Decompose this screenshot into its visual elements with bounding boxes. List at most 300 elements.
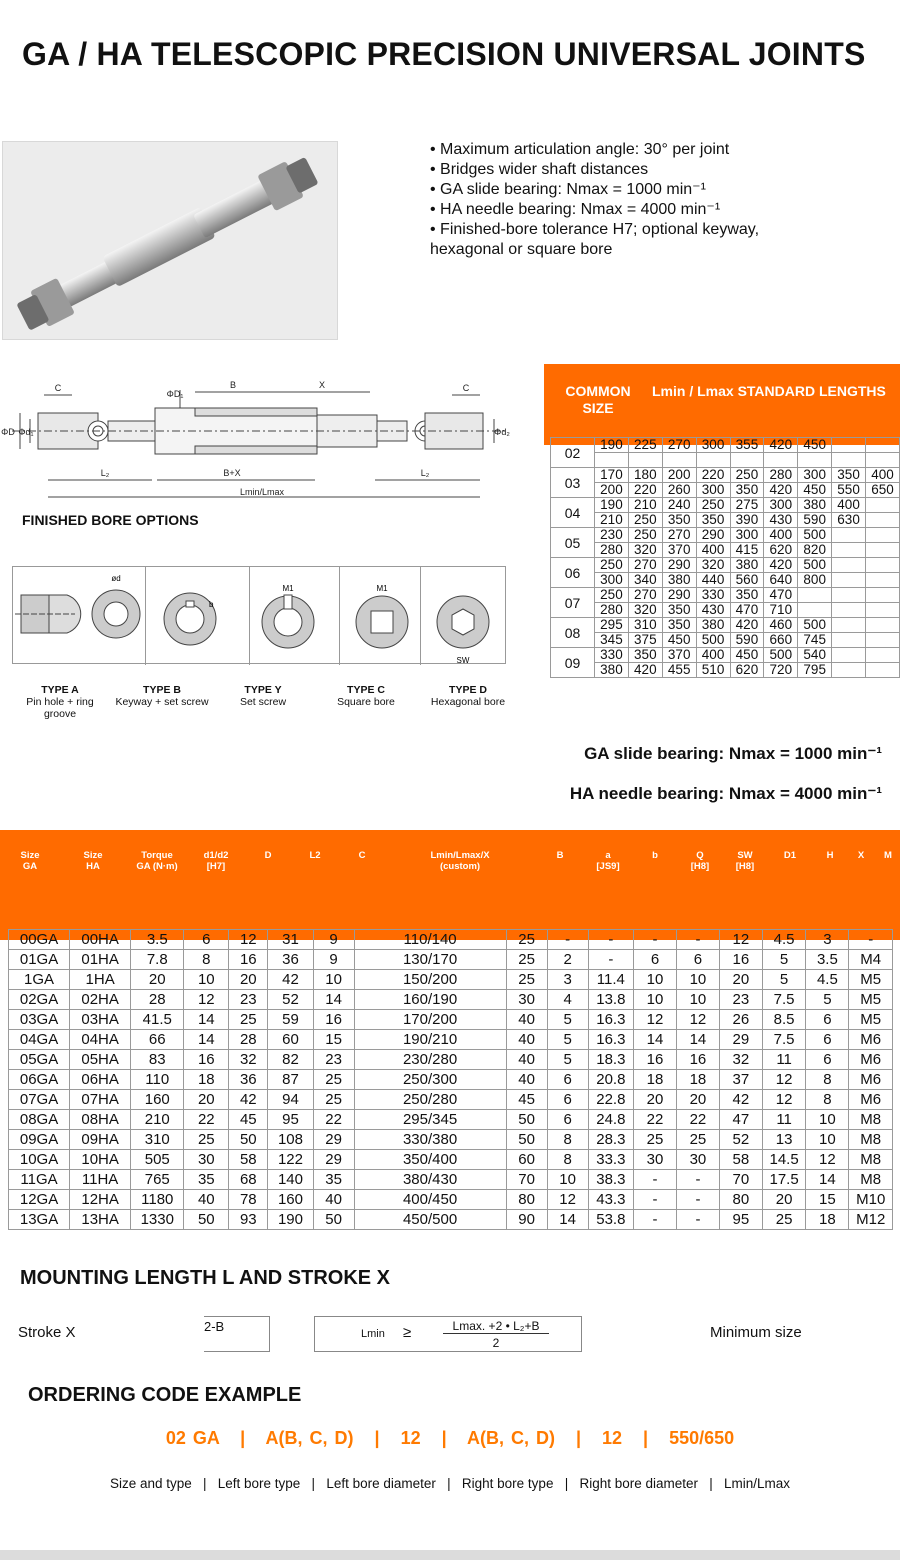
spec-cell: 130/170 bbox=[354, 950, 506, 970]
spec-header-cell: Lmin/Lmax/X (custom) bbox=[430, 850, 490, 872]
dim-phi-d2: Φd₂ bbox=[494, 427, 510, 437]
length-cell: 320 bbox=[628, 603, 662, 618]
spec-cell: 11.4 bbox=[588, 970, 633, 990]
spec-cell: M8 bbox=[849, 1130, 893, 1150]
spec-cell: 31 bbox=[268, 930, 313, 950]
length-cell bbox=[832, 573, 866, 588]
spec-cell: 8 bbox=[547, 1150, 588, 1170]
bore-mark-d: SW bbox=[456, 656, 470, 665]
spec-cell: 40 bbox=[506, 1050, 547, 1070]
length-row bbox=[551, 573, 900, 588]
spec-cell: 6 bbox=[547, 1110, 588, 1130]
spec-cell: 16 bbox=[634, 1050, 677, 1070]
length-cell: 800 bbox=[798, 573, 832, 588]
length-table bbox=[550, 437, 900, 678]
length-cell: 270 bbox=[662, 438, 696, 453]
length-cell: 350 bbox=[730, 483, 764, 498]
spec-cell: 29 bbox=[313, 1150, 354, 1170]
spec-cell: - bbox=[634, 1190, 677, 1210]
spec-row bbox=[9, 1070, 893, 1090]
spec-cell: 25 bbox=[184, 1130, 229, 1150]
spec-cell: 22 bbox=[634, 1110, 677, 1130]
spec-table-body bbox=[8, 933, 893, 1238]
spec-cell: 22.8 bbox=[588, 1090, 633, 1110]
length-cell bbox=[866, 603, 900, 618]
length-row bbox=[551, 558, 900, 573]
length-cell: 340 bbox=[628, 573, 662, 588]
spec-cell: 13HA bbox=[70, 1210, 131, 1230]
spec-cell: 25 bbox=[634, 1130, 677, 1150]
spec-cell: 07HA bbox=[70, 1090, 131, 1110]
spec-cell: 28.3 bbox=[588, 1130, 633, 1150]
dim-b: B bbox=[229, 380, 237, 390]
spec-cell: 06GA bbox=[9, 1070, 70, 1090]
spec-header-cell: b bbox=[652, 850, 658, 861]
spec-cell: - bbox=[676, 1190, 719, 1210]
length-cell: 300 bbox=[730, 528, 764, 543]
length-cell bbox=[866, 438, 900, 453]
spec-header-cell: Q [H8] bbox=[690, 850, 710, 872]
joint-dimension-drawing bbox=[0, 375, 515, 510]
length-cell: 300 bbox=[798, 468, 832, 483]
feature-item: • GA slide bearing: Nmax = 1000 min⁻¹ bbox=[430, 181, 706, 198]
spec-cell: 11 bbox=[762, 1110, 805, 1130]
length-cell bbox=[662, 453, 696, 468]
spec-table-header bbox=[0, 830, 900, 940]
spec-cell: 170/200 bbox=[354, 1010, 506, 1030]
length-cell: 400 bbox=[696, 648, 730, 663]
nmax-ga: GA slide bearing: Nmax = 1000 min⁻¹ bbox=[584, 744, 882, 763]
length-cell: 270 bbox=[662, 528, 696, 543]
bore-mark-b: b bbox=[209, 600, 214, 609]
spec-header-cell: L2 bbox=[309, 850, 321, 861]
spec-cell: 17.5 bbox=[762, 1170, 805, 1190]
spec-row bbox=[9, 930, 893, 950]
spec-cell: 12 bbox=[762, 1090, 805, 1110]
spec-cell: 12 bbox=[184, 990, 229, 1010]
length-cell: 250 bbox=[628, 528, 662, 543]
spec-cell: 5 bbox=[547, 1010, 588, 1030]
spec-cell: 12 bbox=[229, 930, 268, 950]
spec-cell: - bbox=[676, 1210, 719, 1230]
length-cell bbox=[832, 648, 866, 663]
length-cell: 400 bbox=[832, 498, 866, 513]
length-cell: 180 bbox=[628, 468, 662, 483]
spec-row bbox=[9, 1130, 893, 1150]
length-cell bbox=[866, 588, 900, 603]
spec-cell: 4.5 bbox=[762, 930, 805, 950]
length-size-cell: 06 bbox=[551, 558, 595, 588]
spec-cell: 160 bbox=[131, 1090, 184, 1110]
spec-cell: 08HA bbox=[70, 1110, 131, 1130]
spec-cell: 110 bbox=[131, 1070, 184, 1090]
spec-cell: 3.5 bbox=[806, 950, 849, 970]
stroke-formula-fragment: 2-B bbox=[204, 1319, 225, 1334]
spec-cell: 18.3 bbox=[588, 1050, 633, 1070]
spec-cell: 35 bbox=[313, 1170, 354, 1190]
spec-cell: M8 bbox=[849, 1150, 893, 1170]
dim-d1-upper: ΦD₁ bbox=[166, 389, 184, 399]
formula-denominator: 2 bbox=[492, 1336, 500, 1350]
length-cell: 795 bbox=[798, 663, 832, 678]
spec-cell: 150/200 bbox=[354, 970, 506, 990]
spec-row bbox=[9, 1190, 893, 1210]
spec-cell: 18 bbox=[184, 1070, 229, 1090]
length-table-header bbox=[544, 364, 900, 445]
spec-cell: 12 bbox=[676, 1010, 719, 1030]
length-cell: 210 bbox=[628, 498, 662, 513]
spec-cell: 450/500 bbox=[354, 1210, 506, 1230]
length-row bbox=[551, 588, 900, 603]
spec-header-cell: d1/d2 [H7] bbox=[203, 850, 229, 872]
spec-cell: 09GA bbox=[9, 1130, 70, 1150]
spec-cell: M8 bbox=[849, 1110, 893, 1130]
spec-cell: M4 bbox=[849, 950, 893, 970]
spec-cell: 350/400 bbox=[354, 1150, 506, 1170]
length-cell: 430 bbox=[764, 513, 798, 528]
spec-cell: 3.5 bbox=[131, 930, 184, 950]
length-cell: 590 bbox=[730, 633, 764, 648]
spec-header-cell: Torque GA (N·m) bbox=[136, 850, 178, 872]
spec-cell: 6 bbox=[806, 1010, 849, 1030]
length-table-body bbox=[550, 437, 900, 677]
spec-cell: 14.5 bbox=[762, 1150, 805, 1170]
spec-cell: 6 bbox=[806, 1050, 849, 1070]
spec-row bbox=[9, 1210, 893, 1230]
footer-bar bbox=[0, 1550, 900, 1560]
length-cell: 420 bbox=[628, 663, 662, 678]
length-cell: 380 bbox=[696, 618, 730, 633]
length-cell: 280 bbox=[595, 543, 629, 558]
length-cell: 500 bbox=[798, 558, 832, 573]
spec-cell: 10 bbox=[547, 1170, 588, 1190]
length-cell: 420 bbox=[730, 618, 764, 633]
spec-cell: 01HA bbox=[70, 950, 131, 970]
length-cell: 350 bbox=[730, 588, 764, 603]
spec-cell: 40 bbox=[506, 1070, 547, 1090]
length-size-cell: 02 bbox=[551, 438, 595, 468]
length-cell: 540 bbox=[798, 648, 832, 663]
length-cell: 290 bbox=[662, 588, 696, 603]
spec-cell: 13.8 bbox=[588, 990, 633, 1010]
spec-table bbox=[8, 929, 893, 1230]
length-cell: 300 bbox=[696, 483, 730, 498]
length-cell: 350 bbox=[628, 648, 662, 663]
spec-cell: 18 bbox=[634, 1070, 677, 1090]
spec-cell: 18 bbox=[806, 1210, 849, 1230]
length-cell: 415 bbox=[730, 543, 764, 558]
length-cell bbox=[798, 453, 832, 468]
ordering-legend: Size and type | Left bore type | Left bore diameter | Right bore type | Right bore diameter | Lmin/Lmax bbox=[109, 1476, 791, 1491]
spec-header-cell: D bbox=[264, 850, 272, 861]
length-cell: 470 bbox=[730, 603, 764, 618]
spec-cell: 14 bbox=[547, 1210, 588, 1230]
spec-cell: 20 bbox=[634, 1090, 677, 1110]
length-cell: 275 bbox=[730, 498, 764, 513]
length-row bbox=[551, 438, 900, 453]
spec-cell: 25 bbox=[313, 1090, 354, 1110]
spec-cell: 66 bbox=[131, 1030, 184, 1050]
length-cell bbox=[595, 453, 629, 468]
spec-cell: 30 bbox=[506, 990, 547, 1010]
spec-cell: 12GA bbox=[9, 1190, 70, 1210]
spec-cell: 22 bbox=[313, 1110, 354, 1130]
spec-cell: 295/345 bbox=[354, 1110, 506, 1130]
finished-bore-title: FINISHED BORE OPTIONS bbox=[22, 512, 199, 528]
length-cell: 500 bbox=[798, 528, 832, 543]
length-cell: 350 bbox=[662, 603, 696, 618]
length-cell: 400 bbox=[764, 528, 798, 543]
length-cell: 270 bbox=[628, 558, 662, 573]
dim-lmin-lmax: Lmin/Lmax bbox=[239, 487, 285, 497]
length-cell: 380 bbox=[798, 498, 832, 513]
spec-cell: 20.8 bbox=[588, 1070, 633, 1090]
spec-cell: 16 bbox=[676, 1050, 719, 1070]
spec-cell: 16.3 bbox=[588, 1010, 633, 1030]
spec-cell: 5 bbox=[547, 1050, 588, 1070]
length-cell bbox=[832, 663, 866, 678]
spec-header-cell: D1 bbox=[783, 850, 797, 861]
spec-cell: 10 bbox=[184, 970, 229, 990]
spec-cell: 12 bbox=[634, 1010, 677, 1030]
spec-cell: 32 bbox=[719, 1050, 762, 1070]
spec-cell: 90 bbox=[506, 1210, 547, 1230]
spec-cell: 03GA bbox=[9, 1010, 70, 1030]
length-size-cell: 04 bbox=[551, 498, 595, 528]
length-cell: 330 bbox=[696, 588, 730, 603]
spec-cell: 08GA bbox=[9, 1110, 70, 1130]
spec-cell: 765 bbox=[131, 1170, 184, 1190]
spec-cell: 29 bbox=[313, 1130, 354, 1150]
length-row bbox=[551, 603, 900, 618]
spec-cell: 70 bbox=[719, 1170, 762, 1190]
spec-cell: 40 bbox=[506, 1010, 547, 1030]
spec-cell: 190/210 bbox=[354, 1030, 506, 1050]
spec-cell: 53.8 bbox=[588, 1210, 633, 1230]
length-cell: 390 bbox=[730, 513, 764, 528]
length-cell bbox=[832, 633, 866, 648]
spec-cell: 505 bbox=[131, 1150, 184, 1170]
spec-cell: - bbox=[634, 1210, 677, 1230]
spec-cell: - bbox=[676, 1170, 719, 1190]
spec-cell: 16 bbox=[229, 950, 268, 970]
length-row bbox=[551, 453, 900, 468]
spec-cell: 4.5 bbox=[806, 970, 849, 990]
length-cell: 200 bbox=[662, 468, 696, 483]
length-row bbox=[551, 468, 900, 483]
spec-cell: 68 bbox=[229, 1170, 268, 1190]
spec-cell: 20 bbox=[676, 1090, 719, 1110]
spec-cell: 80 bbox=[719, 1190, 762, 1210]
length-cell: 745 bbox=[798, 633, 832, 648]
length-cell bbox=[832, 603, 866, 618]
spec-cell: M5 bbox=[849, 970, 893, 990]
length-cell: 500 bbox=[798, 618, 832, 633]
bore-mark-a: ød bbox=[111, 574, 121, 583]
length-cell: 320 bbox=[696, 558, 730, 573]
spec-cell: 20 bbox=[184, 1090, 229, 1110]
spec-cell: 50 bbox=[229, 1130, 268, 1150]
length-cell: 250 bbox=[595, 558, 629, 573]
spec-cell: 330/380 bbox=[354, 1130, 506, 1150]
length-cell: 370 bbox=[662, 543, 696, 558]
length-cell: 250 bbox=[595, 588, 629, 603]
spec-cell: 9 bbox=[313, 930, 354, 950]
spec-cell: 94 bbox=[268, 1090, 313, 1110]
spec-cell: 23 bbox=[229, 990, 268, 1010]
spec-header-cell: X bbox=[857, 850, 865, 861]
spec-cell: 7.5 bbox=[762, 1030, 805, 1050]
length-cell: 460 bbox=[764, 618, 798, 633]
dim-phi-d: ΦD bbox=[1, 427, 15, 437]
bore-drawing-type-a bbox=[13, 567, 146, 665]
spec-cell: 25 bbox=[676, 1130, 719, 1150]
length-cell: 710 bbox=[764, 603, 798, 618]
spec-cell: 30 bbox=[184, 1150, 229, 1170]
dim-l2-right: L₂ bbox=[420, 468, 430, 478]
spec-cell: 14 bbox=[676, 1030, 719, 1050]
spec-cell: 12 bbox=[806, 1150, 849, 1170]
spec-cell: 5 bbox=[806, 990, 849, 1010]
spec-cell: M10 bbox=[849, 1190, 893, 1210]
feature-item: • HA needle bearing: Nmax = 4000 min⁻¹ bbox=[430, 201, 721, 218]
feature-list bbox=[430, 140, 870, 260]
spec-cell: 10 bbox=[634, 970, 677, 990]
spec-cell: 25 bbox=[506, 950, 547, 970]
spec-cell: 10 bbox=[313, 970, 354, 990]
length-cell bbox=[832, 618, 866, 633]
spec-row bbox=[9, 1090, 893, 1110]
length-cell: 420 bbox=[764, 558, 798, 573]
spec-header-cell: H bbox=[826, 850, 834, 861]
length-cell bbox=[866, 648, 900, 663]
spec-cell: 15 bbox=[806, 1190, 849, 1210]
length-cell: 220 bbox=[696, 468, 730, 483]
formula-lmin: Lmin bbox=[361, 1328, 385, 1340]
spec-cell: 10 bbox=[806, 1110, 849, 1130]
length-cell bbox=[798, 588, 832, 603]
length-cell bbox=[866, 453, 900, 468]
length-row bbox=[551, 633, 900, 648]
spec-cell: 00GA bbox=[9, 930, 70, 950]
spec-cell: 42 bbox=[229, 1090, 268, 1110]
spec-cell: 14 bbox=[313, 990, 354, 1010]
spec-cell: 18 bbox=[676, 1070, 719, 1090]
spec-cell: 11HA bbox=[70, 1170, 131, 1190]
length-cell: 280 bbox=[764, 468, 798, 483]
length-size-cell: 07 bbox=[551, 588, 595, 618]
length-cell: 630 bbox=[832, 513, 866, 528]
length-cell: 350 bbox=[696, 513, 730, 528]
spec-cell: 8 bbox=[184, 950, 229, 970]
spec-header-cell: Size GA bbox=[20, 850, 40, 872]
spec-cell: 25 bbox=[506, 930, 547, 950]
spec-cell: 07GA bbox=[9, 1090, 70, 1110]
spec-cell: 45 bbox=[506, 1090, 547, 1110]
spec-cell: 8.5 bbox=[762, 1010, 805, 1030]
spec-cell: 3 bbox=[806, 930, 849, 950]
spec-cell: 8 bbox=[806, 1090, 849, 1110]
spec-cell: - bbox=[849, 930, 893, 950]
spec-cell: 82 bbox=[268, 1050, 313, 1070]
spec-cell: 50 bbox=[506, 1110, 547, 1130]
spec-cell: 36 bbox=[268, 950, 313, 970]
spec-cell: 14 bbox=[184, 1010, 229, 1030]
length-cell: 310 bbox=[628, 618, 662, 633]
length-cell: 450 bbox=[730, 648, 764, 663]
spec-cell: 400/450 bbox=[354, 1190, 506, 1210]
spec-cell: 5 bbox=[547, 1030, 588, 1050]
spec-cell: 13GA bbox=[9, 1210, 70, 1230]
spec-cell: 42 bbox=[268, 970, 313, 990]
spec-cell: 20 bbox=[131, 970, 184, 990]
spec-cell: 190 bbox=[268, 1210, 313, 1230]
length-cell: 500 bbox=[696, 633, 730, 648]
length-cell: 225 bbox=[628, 438, 662, 453]
spec-cell: 20 bbox=[229, 970, 268, 990]
spec-cell: 5 bbox=[762, 970, 805, 990]
spec-cell: - bbox=[676, 930, 719, 950]
length-cell bbox=[696, 453, 730, 468]
spec-cell: 12 bbox=[719, 930, 762, 950]
length-cell: 270 bbox=[628, 588, 662, 603]
length-cell: 430 bbox=[696, 603, 730, 618]
bore-label-y: TYPE Y Set screw bbox=[239, 684, 287, 708]
length-cell: 240 bbox=[662, 498, 696, 513]
spec-cell: 7.5 bbox=[762, 990, 805, 1010]
length-cell bbox=[832, 588, 866, 603]
length-row bbox=[551, 663, 900, 678]
spec-cell: 59 bbox=[268, 1010, 313, 1030]
spec-cell: 05GA bbox=[9, 1050, 70, 1070]
spec-row bbox=[9, 1150, 893, 1170]
length-cell: 500 bbox=[764, 648, 798, 663]
spec-cell: 1GA bbox=[9, 970, 70, 990]
length-cell: 290 bbox=[696, 528, 730, 543]
spec-cell: 02GA bbox=[9, 990, 70, 1010]
length-cell: 350 bbox=[662, 513, 696, 528]
length-cell: 250 bbox=[730, 468, 764, 483]
spec-cell: 40 bbox=[506, 1030, 547, 1050]
spec-cell: 14 bbox=[184, 1030, 229, 1050]
spec-cell: 25 bbox=[506, 970, 547, 990]
spec-cell: 160 bbox=[268, 1190, 313, 1210]
spec-cell: 22 bbox=[676, 1110, 719, 1130]
ordering-title: ORDERING CODE EXAMPLE bbox=[28, 1384, 302, 1406]
spec-cell: 37 bbox=[719, 1070, 762, 1090]
spec-cell: 70 bbox=[506, 1170, 547, 1190]
length-cell: 190 bbox=[595, 498, 629, 513]
spec-cell: 1180 bbox=[131, 1190, 184, 1210]
spec-cell: 108 bbox=[268, 1130, 313, 1150]
length-cell bbox=[628, 453, 662, 468]
spec-cell: 58 bbox=[719, 1150, 762, 1170]
length-size-cell: 09 bbox=[551, 648, 595, 678]
spec-cell: M6 bbox=[849, 1070, 893, 1090]
spec-cell: 52 bbox=[719, 1130, 762, 1150]
bore-drawing-type-b bbox=[146, 567, 250, 665]
page-title: GA / HA TELESCOPIC PRECISION UNIVERSAL JOINTS bbox=[22, 36, 866, 72]
nmax-ha: HA needle bearing: Nmax = 4000 min⁻¹ bbox=[569, 784, 882, 803]
spec-row bbox=[9, 1170, 893, 1190]
length-cell bbox=[866, 618, 900, 633]
length-cell: 720 bbox=[764, 663, 798, 678]
spec-cell: 13 bbox=[762, 1130, 805, 1150]
length-row bbox=[551, 543, 900, 558]
spec-cell: 43.3 bbox=[588, 1190, 633, 1210]
spec-row bbox=[9, 970, 893, 990]
spec-cell: 78 bbox=[229, 1190, 268, 1210]
